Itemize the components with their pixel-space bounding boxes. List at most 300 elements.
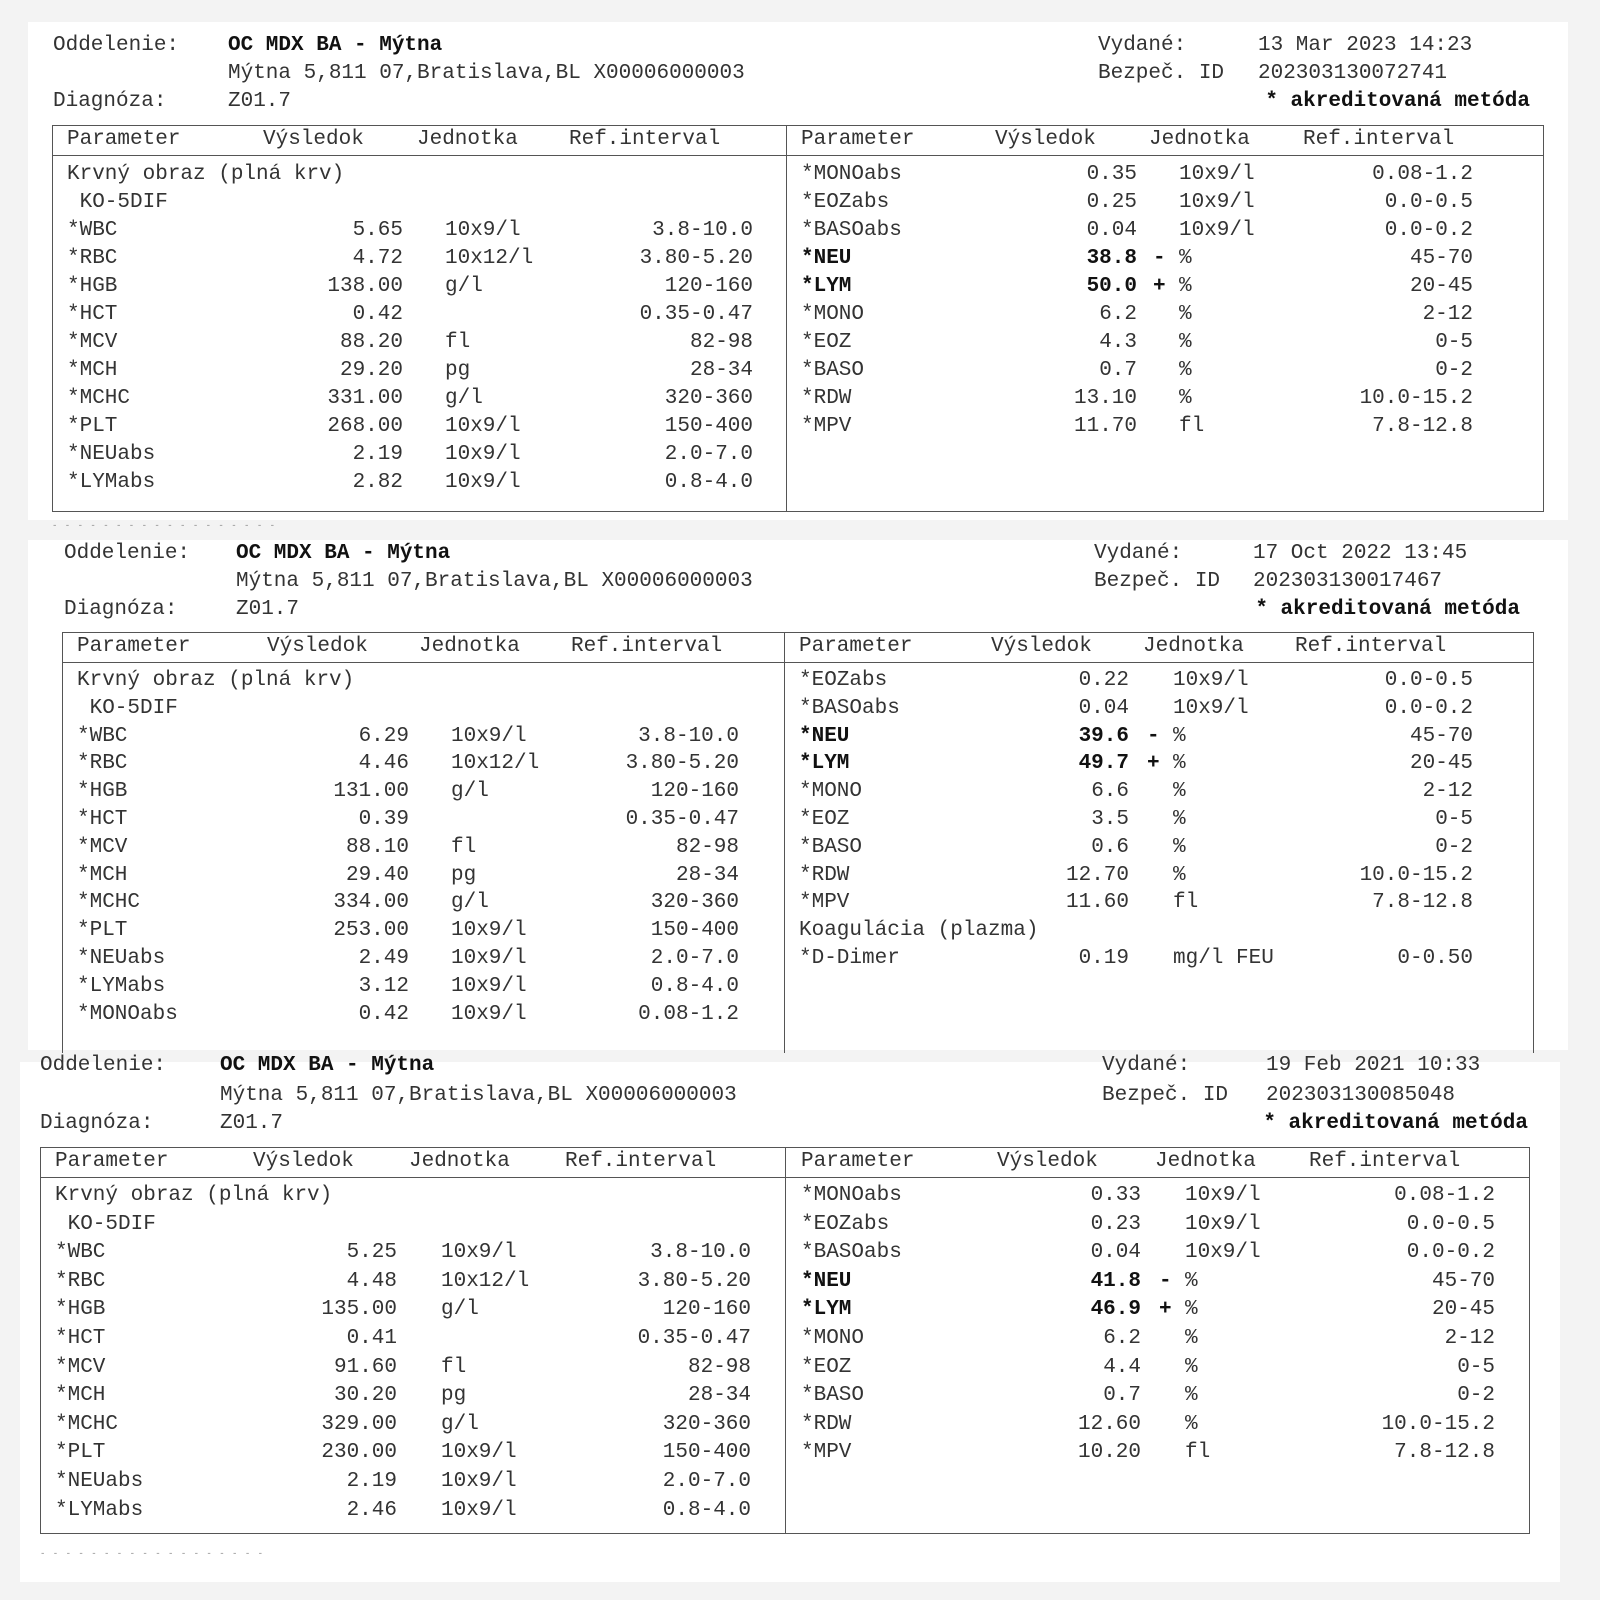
parameter-name: *NEUabs	[77, 947, 166, 970]
reference-interval: 28-34	[675, 863, 739, 887]
table-row	[41, 1497, 1529, 1525]
col-ref: Ref.interval	[1295, 635, 1447, 658]
result-value: 0.04	[1086, 219, 1137, 242]
reference-interval: 0.8-4.0	[664, 471, 753, 494]
reference-interval: 120-160	[662, 1298, 751, 1322]
unit: %	[1179, 303, 1192, 326]
result-value: 0.42	[352, 303, 403, 326]
unit: 10x9/l	[445, 219, 521, 242]
table-row	[63, 1001, 1533, 1029]
unit: fl	[1179, 415, 1205, 438]
unit: 10x9/l	[451, 947, 527, 970]
abnormal-flag: +	[1147, 752, 1160, 776]
table-row	[63, 778, 1533, 806]
parameter-name: *LYM	[799, 752, 850, 776]
col-ref: Ref.interval	[569, 128, 721, 151]
result-value: 135.00	[321, 1298, 397, 1322]
parameter-name: KO-5DIF	[55, 1212, 156, 1236]
result-value: 2.46	[346, 1498, 397, 1522]
parameter-name: *MCH	[55, 1384, 106, 1408]
col-parameter: Parameter	[77, 635, 191, 658]
unit: 10x9/l	[445, 471, 521, 494]
table-header	[53, 126, 1543, 156]
reference-interval: 0-2	[1435, 359, 1473, 382]
reference-interval: 320-360	[664, 387, 753, 410]
table-row	[53, 217, 1543, 245]
table-row	[41, 1411, 1529, 1439]
parameter-name: *HCT	[55, 1327, 106, 1350]
reference-interval: 2-12	[1422, 780, 1473, 804]
parameter-name: *RDW	[801, 1412, 852, 1436]
department-label: Oddelenie:	[40, 1054, 167, 1077]
reference-interval: 0.0-0.2	[1384, 219, 1473, 242]
result-value: 6.2	[1103, 1327, 1141, 1350]
col-unit: Jednotka	[409, 1150, 510, 1173]
result-value: 0.7	[1099, 359, 1137, 382]
unit: g/l	[451, 891, 489, 915]
reference-interval: 3.8-10.0	[652, 219, 753, 242]
result-value: 331.00	[327, 387, 403, 410]
diagnosis-label: Diagnóza:	[53, 90, 167, 113]
accredited-note: * akreditovaná metóda	[1263, 1112, 1528, 1135]
unit: g/l	[441, 1412, 479, 1436]
result-value: 50.0	[1086, 275, 1137, 298]
table-row	[41, 1268, 1529, 1296]
department-label: Oddelenie:	[53, 34, 180, 57]
unit: %	[1173, 808, 1186, 831]
department-value: OC MDX BA - Mýtna	[236, 542, 451, 565]
result-value: 6.2	[1099, 303, 1137, 326]
reference-interval: 120-160	[664, 275, 753, 298]
col-unit: Jednotka	[1143, 635, 1244, 658]
unit: g/l	[441, 1298, 479, 1322]
result-value: 0.41	[346, 1327, 397, 1350]
reference-interval: 3.80-5.20	[637, 1269, 751, 1293]
unit: %	[1173, 835, 1186, 859]
col-result: Výsledok	[267, 635, 368, 658]
result-value: 3.12	[358, 974, 409, 998]
table-row	[53, 273, 1543, 301]
result-value: 49.7	[1078, 752, 1129, 776]
table-row	[63, 695, 1533, 723]
parameter-name: *EOZabs	[799, 669, 888, 692]
reference-interval: 320-360	[650, 891, 739, 915]
parameter-name: *PLT	[77, 919, 128, 943]
reference-interval: 7.8-12.8	[1372, 415, 1473, 438]
parameter-name: *RBC	[77, 752, 128, 776]
result-value: 4.4	[1103, 1355, 1141, 1379]
result-value: 0.6	[1091, 835, 1129, 859]
result-value: 4.72	[352, 247, 403, 270]
table-row	[53, 469, 1543, 497]
result-value: 131.00	[333, 780, 409, 804]
table-header	[63, 633, 1533, 663]
col-result: Výsledok	[995, 128, 1096, 151]
unit: 10x9/l	[441, 1441, 517, 1465]
result-value: 0.7	[1103, 1384, 1141, 1408]
accredited-note: * akreditovaná metóda	[1265, 90, 1530, 113]
reference-interval: 10.0-15.2	[1359, 387, 1473, 410]
unit: fl	[451, 835, 477, 859]
abnormal-flag: -	[1147, 724, 1160, 748]
result-value: 4.3	[1099, 331, 1137, 354]
department-label: Oddelenie:	[64, 542, 191, 565]
table-row	[41, 1354, 1529, 1382]
reference-interval: 2.0-7.0	[664, 443, 753, 466]
result-value: 0.19	[1078, 947, 1129, 970]
unit: 10x12/l	[441, 1269, 530, 1293]
result-value: 0.23	[1090, 1212, 1141, 1236]
reference-interval: 0.08-1.2	[1372, 163, 1473, 186]
result-value: 29.40	[345, 863, 409, 887]
section-row	[63, 917, 1533, 945]
reference-interval: 0-5	[1435, 808, 1473, 831]
result-value: 0.35	[1086, 163, 1137, 186]
unit: g/l	[445, 275, 483, 298]
reference-interval: 82-98	[687, 1355, 751, 1379]
table-row	[53, 441, 1543, 469]
reference-interval: 2.0-7.0	[662, 1470, 751, 1493]
reference-interval: 0.0-0.2	[1384, 696, 1473, 720]
result-value: 0.22	[1078, 669, 1129, 692]
result-value: 11.60	[1065, 891, 1129, 915]
table-row	[53, 161, 1543, 189]
issued-value: 17 Oct 2022 13:45	[1253, 542, 1468, 565]
reference-interval: 2-12	[1444, 1327, 1495, 1350]
unit: 10x9/l	[445, 415, 521, 438]
reference-interval: 45-70	[1431, 1269, 1495, 1293]
unit: fl	[1185, 1441, 1211, 1465]
parameter-name: Koagulácia (plazma)	[799, 919, 1039, 943]
result-value: 230.00	[321, 1441, 397, 1465]
unit: 10x9/l	[1173, 696, 1249, 720]
result-value: 0.33	[1090, 1184, 1141, 1207]
parameter-name: *MCV	[77, 835, 128, 859]
reference-interval: 0-2	[1457, 1384, 1495, 1408]
unit: 10x9/l	[451, 1002, 527, 1026]
table-row	[63, 667, 1533, 695]
lab-report-3	[20, 1054, 1560, 1582]
unit: %	[1185, 1384, 1198, 1408]
unit: 10x9/l	[1179, 219, 1255, 242]
parameter-name: *HCT	[77, 808, 128, 831]
parameter-name: *PLT	[55, 1441, 106, 1465]
issued-value: 13 Mar 2023 14:23	[1258, 34, 1473, 57]
unit: %	[1173, 752, 1186, 776]
diagnosis-label: Diagnóza:	[64, 598, 178, 621]
reference-interval: 45-70	[1409, 724, 1473, 748]
diagnosis-label: Diagnóza:	[40, 1112, 154, 1135]
table-row	[63, 889, 1533, 917]
table-row	[41, 1182, 1529, 1210]
result-value: 4.46	[358, 752, 409, 776]
table-row	[53, 301, 1543, 329]
unit: 10x9/l	[1179, 191, 1255, 214]
unit: %	[1185, 1412, 1198, 1436]
issued-label: Vydané:	[1098, 34, 1187, 57]
reference-interval: 0-5	[1457, 1355, 1495, 1379]
unit: 10x9/l	[441, 1470, 517, 1493]
table-row	[41, 1468, 1529, 1496]
table-row	[41, 1296, 1529, 1324]
result-value: 6.29	[358, 724, 409, 748]
result-value: 0.42	[358, 1002, 409, 1026]
parameter-name: *MONO	[801, 303, 865, 326]
result-value: 2.19	[352, 443, 403, 466]
security-id-value: 202303130072741	[1258, 62, 1448, 85]
table-row	[63, 750, 1533, 778]
result-value: 0.04	[1090, 1241, 1141, 1265]
unit: %	[1185, 1327, 1198, 1350]
col-ref: Ref.interval	[1309, 1150, 1461, 1173]
reference-interval: 3.8-10.0	[638, 724, 739, 748]
parameter-name: *MONO	[799, 780, 863, 804]
parameter-name: *MONO	[801, 1327, 865, 1350]
unit: %	[1173, 863, 1186, 887]
unit: %	[1179, 275, 1192, 298]
parameter-name: *EOZ	[801, 1355, 852, 1379]
reference-interval: 0.0-0.5	[1406, 1212, 1495, 1236]
reference-interval: 0.35-0.47	[639, 303, 753, 326]
unit: pg	[451, 863, 477, 887]
unit: %	[1179, 387, 1192, 410]
results-table	[62, 632, 1534, 1053]
security-id-label: Bezpeč. ID	[1098, 62, 1225, 85]
reference-interval: 3.80-5.20	[639, 247, 753, 270]
reference-interval: 10.0-15.2	[1359, 863, 1473, 887]
parameter-name: *MONOabs	[801, 1184, 902, 1207]
unit: %	[1173, 724, 1186, 748]
unit: %	[1179, 331, 1192, 354]
table-row	[63, 945, 1533, 973]
parameter-name: *D-Dimer	[799, 947, 900, 970]
reference-interval: 0.8-4.0	[662, 1498, 751, 1522]
result-value: 138.00	[327, 275, 403, 298]
parameter-name: *NEU	[799, 724, 850, 748]
department-value: OC MDX BA - Mýtna	[228, 34, 443, 57]
result-value: 334.00	[333, 891, 409, 915]
table-row	[63, 806, 1533, 834]
unit: fl	[441, 1355, 467, 1379]
result-value: 0.25	[1086, 191, 1137, 214]
reference-interval: 28-34	[687, 1384, 751, 1408]
unit: 10x9/l	[1185, 1212, 1261, 1236]
col-parameter: Parameter	[801, 128, 915, 151]
security-id-label: Bezpeč. ID	[1102, 1084, 1229, 1107]
parameter-name: *RBC	[55, 1269, 106, 1293]
result-value: 0.04	[1078, 696, 1129, 720]
parameter-name: Krvný obraz (plná krv)	[77, 669, 355, 692]
unit: 10x9/l	[1185, 1184, 1261, 1207]
footer-strip: - - - - - - - - - - - - - - - - - -	[52, 521, 277, 531]
parameter-name: *NEUabs	[67, 443, 156, 466]
col-parameter: Parameter	[55, 1150, 169, 1173]
table-row	[53, 357, 1543, 385]
result-value: 329.00	[321, 1412, 397, 1436]
unit: 10x9/l	[1179, 163, 1255, 186]
result-value: 2.19	[346, 1470, 397, 1493]
parameter-name: *EOZabs	[801, 1212, 890, 1236]
parameter-name: Krvný obraz (plná krv)	[55, 1184, 333, 1207]
parameter-name: *BASOabs	[801, 1241, 902, 1265]
reference-interval: 0.08-1.2	[638, 1002, 739, 1026]
parameter-name: *MONOabs	[77, 1002, 178, 1026]
result-value: 38.8	[1086, 247, 1137, 270]
unit: 10x9/l	[1173, 669, 1249, 692]
table-row	[63, 834, 1533, 862]
unit: %	[1185, 1269, 1198, 1293]
reference-interval: 7.8-12.8	[1372, 891, 1473, 915]
table-row	[53, 329, 1543, 357]
parameter-name: KO-5DIF	[67, 191, 168, 214]
unit: 10x9/l	[451, 974, 527, 998]
result-value: 29.20	[339, 359, 403, 382]
table-row	[53, 245, 1543, 273]
reference-interval: 150-400	[664, 415, 753, 438]
col-unit: Jednotka	[1149, 128, 1250, 151]
parameter-name: *MCH	[67, 359, 118, 382]
parameter-name: *HCT	[67, 303, 118, 326]
results-table	[40, 1147, 1530, 1534]
table-row	[41, 1325, 1529, 1353]
parameter-name: *LYM	[801, 275, 852, 298]
result-value: 5.25	[346, 1241, 397, 1265]
reference-interval: 2.0-7.0	[650, 947, 739, 970]
department-value: OC MDX BA - Mýtna	[220, 1054, 435, 1077]
table-row	[63, 862, 1533, 890]
parameter-name: *LYM	[801, 1298, 852, 1322]
col-result: Výsledok	[997, 1150, 1098, 1173]
reference-interval: 0-2	[1435, 835, 1473, 859]
result-value: 30.20	[333, 1384, 397, 1408]
reference-interval: 0-0.50	[1397, 947, 1473, 970]
address: Mýtna 5,811 07,Bratislava,BL X00006000003	[228, 62, 745, 85]
reference-interval: 320-360	[662, 1412, 751, 1436]
col-result: Výsledok	[253, 1150, 354, 1173]
result-value: 39.6	[1078, 724, 1129, 748]
unit: %	[1173, 780, 1186, 804]
col-unit: Jednotka	[417, 128, 518, 151]
unit: mg/l FEU	[1173, 947, 1274, 970]
result-value: 91.60	[333, 1355, 397, 1379]
parameter-name: *MCV	[67, 331, 118, 354]
result-value: 13.10	[1073, 387, 1137, 410]
col-ref: Ref.interval	[565, 1150, 717, 1173]
parameter-name: *WBC	[67, 219, 118, 242]
col-result: Výsledok	[991, 635, 1092, 658]
issued-label: Vydané:	[1094, 542, 1183, 565]
result-value: 5.65	[352, 219, 403, 242]
parameter-name: *HGB	[67, 275, 118, 298]
table-row	[53, 385, 1543, 413]
diagnosis-value: Z01.7	[220, 1112, 284, 1135]
reference-interval: 20-45	[1409, 275, 1473, 298]
col-ref: Ref.interval	[1303, 128, 1455, 151]
footer-strip: - - - - - - - - - - - - - - - - - -	[40, 1549, 265, 1559]
parameter-name: *EOZ	[799, 808, 850, 831]
reference-interval: 120-160	[650, 780, 739, 804]
parameter-name: *BASO	[801, 1384, 865, 1408]
issued-label: Vydané:	[1102, 1054, 1191, 1077]
lab-report-1	[28, 22, 1568, 531]
parameter-name: *WBC	[77, 724, 128, 748]
diagnosis-value: Z01.7	[236, 598, 300, 621]
col-unit: Jednotka	[1155, 1150, 1256, 1173]
unit: %	[1179, 359, 1192, 382]
unit: %	[1179, 247, 1192, 270]
parameter-name: Krvný obraz (plná krv)	[67, 163, 345, 186]
parameter-name: *MCHC	[67, 387, 131, 410]
reference-interval: 0.0-0.2	[1406, 1241, 1495, 1265]
parameter-name: *MPV	[799, 891, 850, 915]
unit: 10x9/l	[441, 1241, 517, 1265]
result-value: 41.8	[1090, 1269, 1141, 1293]
reference-interval: 20-45	[1431, 1298, 1495, 1322]
parameter-name: *BASOabs	[801, 219, 902, 242]
reference-interval: 82-98	[689, 331, 753, 354]
result-value: 3.5	[1091, 808, 1129, 831]
abnormal-flag: -	[1159, 1269, 1172, 1293]
unit: g/l	[451, 780, 489, 804]
parameter-name: *PLT	[67, 415, 118, 438]
security-id-label: Bezpeč. ID	[1094, 570, 1221, 593]
result-value: 88.10	[345, 835, 409, 859]
parameter-name: *BASO	[801, 359, 865, 382]
table-row	[41, 1239, 1529, 1267]
reference-interval: 7.8-12.8	[1394, 1441, 1495, 1465]
col-ref: Ref.interval	[571, 635, 723, 658]
result-value: 253.00	[333, 919, 409, 943]
parameter-name: *MPV	[801, 415, 852, 438]
lab-report-2	[28, 540, 1568, 1050]
reference-interval: 3.80-5.20	[625, 752, 739, 776]
unit: 10x9/l	[1185, 1241, 1261, 1265]
parameter-name: *RDW	[799, 863, 850, 887]
parameter-name: *LYMabs	[77, 974, 166, 998]
parameter-name: *RDW	[801, 387, 852, 410]
parameter-name: *NEUabs	[55, 1470, 144, 1493]
parameter-name: *HGB	[55, 1298, 106, 1322]
unit: 10x9/l	[451, 724, 527, 748]
result-value: 2.82	[352, 471, 403, 494]
parameter-name: *MCH	[77, 863, 128, 887]
parameter-name: *MCHC	[55, 1412, 119, 1436]
issued-value: 19 Feb 2021 10:33	[1266, 1054, 1481, 1077]
result-value: 268.00	[327, 415, 403, 438]
reference-interval: 82-98	[675, 835, 739, 859]
result-value: 6.6	[1091, 780, 1129, 804]
unit: %	[1185, 1298, 1198, 1322]
result-value: 10.20	[1077, 1441, 1141, 1465]
table-row	[41, 1211, 1529, 1239]
abnormal-flag: +	[1159, 1298, 1172, 1322]
parameter-name: *EOZ	[801, 331, 852, 354]
table-row	[53, 413, 1543, 441]
result-value: 88.20	[339, 331, 403, 354]
unit: 10x12/l	[445, 247, 534, 270]
unit: g/l	[445, 387, 483, 410]
parameter-name: *MCV	[55, 1355, 106, 1379]
reference-interval: 2-12	[1422, 303, 1473, 326]
reference-interval: 0.35-0.47	[625, 808, 739, 831]
result-value: 4.48	[346, 1269, 397, 1293]
table-row	[63, 973, 1533, 1001]
unit: fl	[445, 331, 471, 354]
parameter-name: *MCHC	[77, 891, 141, 915]
col-parameter: Parameter	[799, 635, 913, 658]
reference-interval: 0.0-0.5	[1384, 191, 1473, 214]
parameter-name: *MPV	[801, 1441, 852, 1465]
